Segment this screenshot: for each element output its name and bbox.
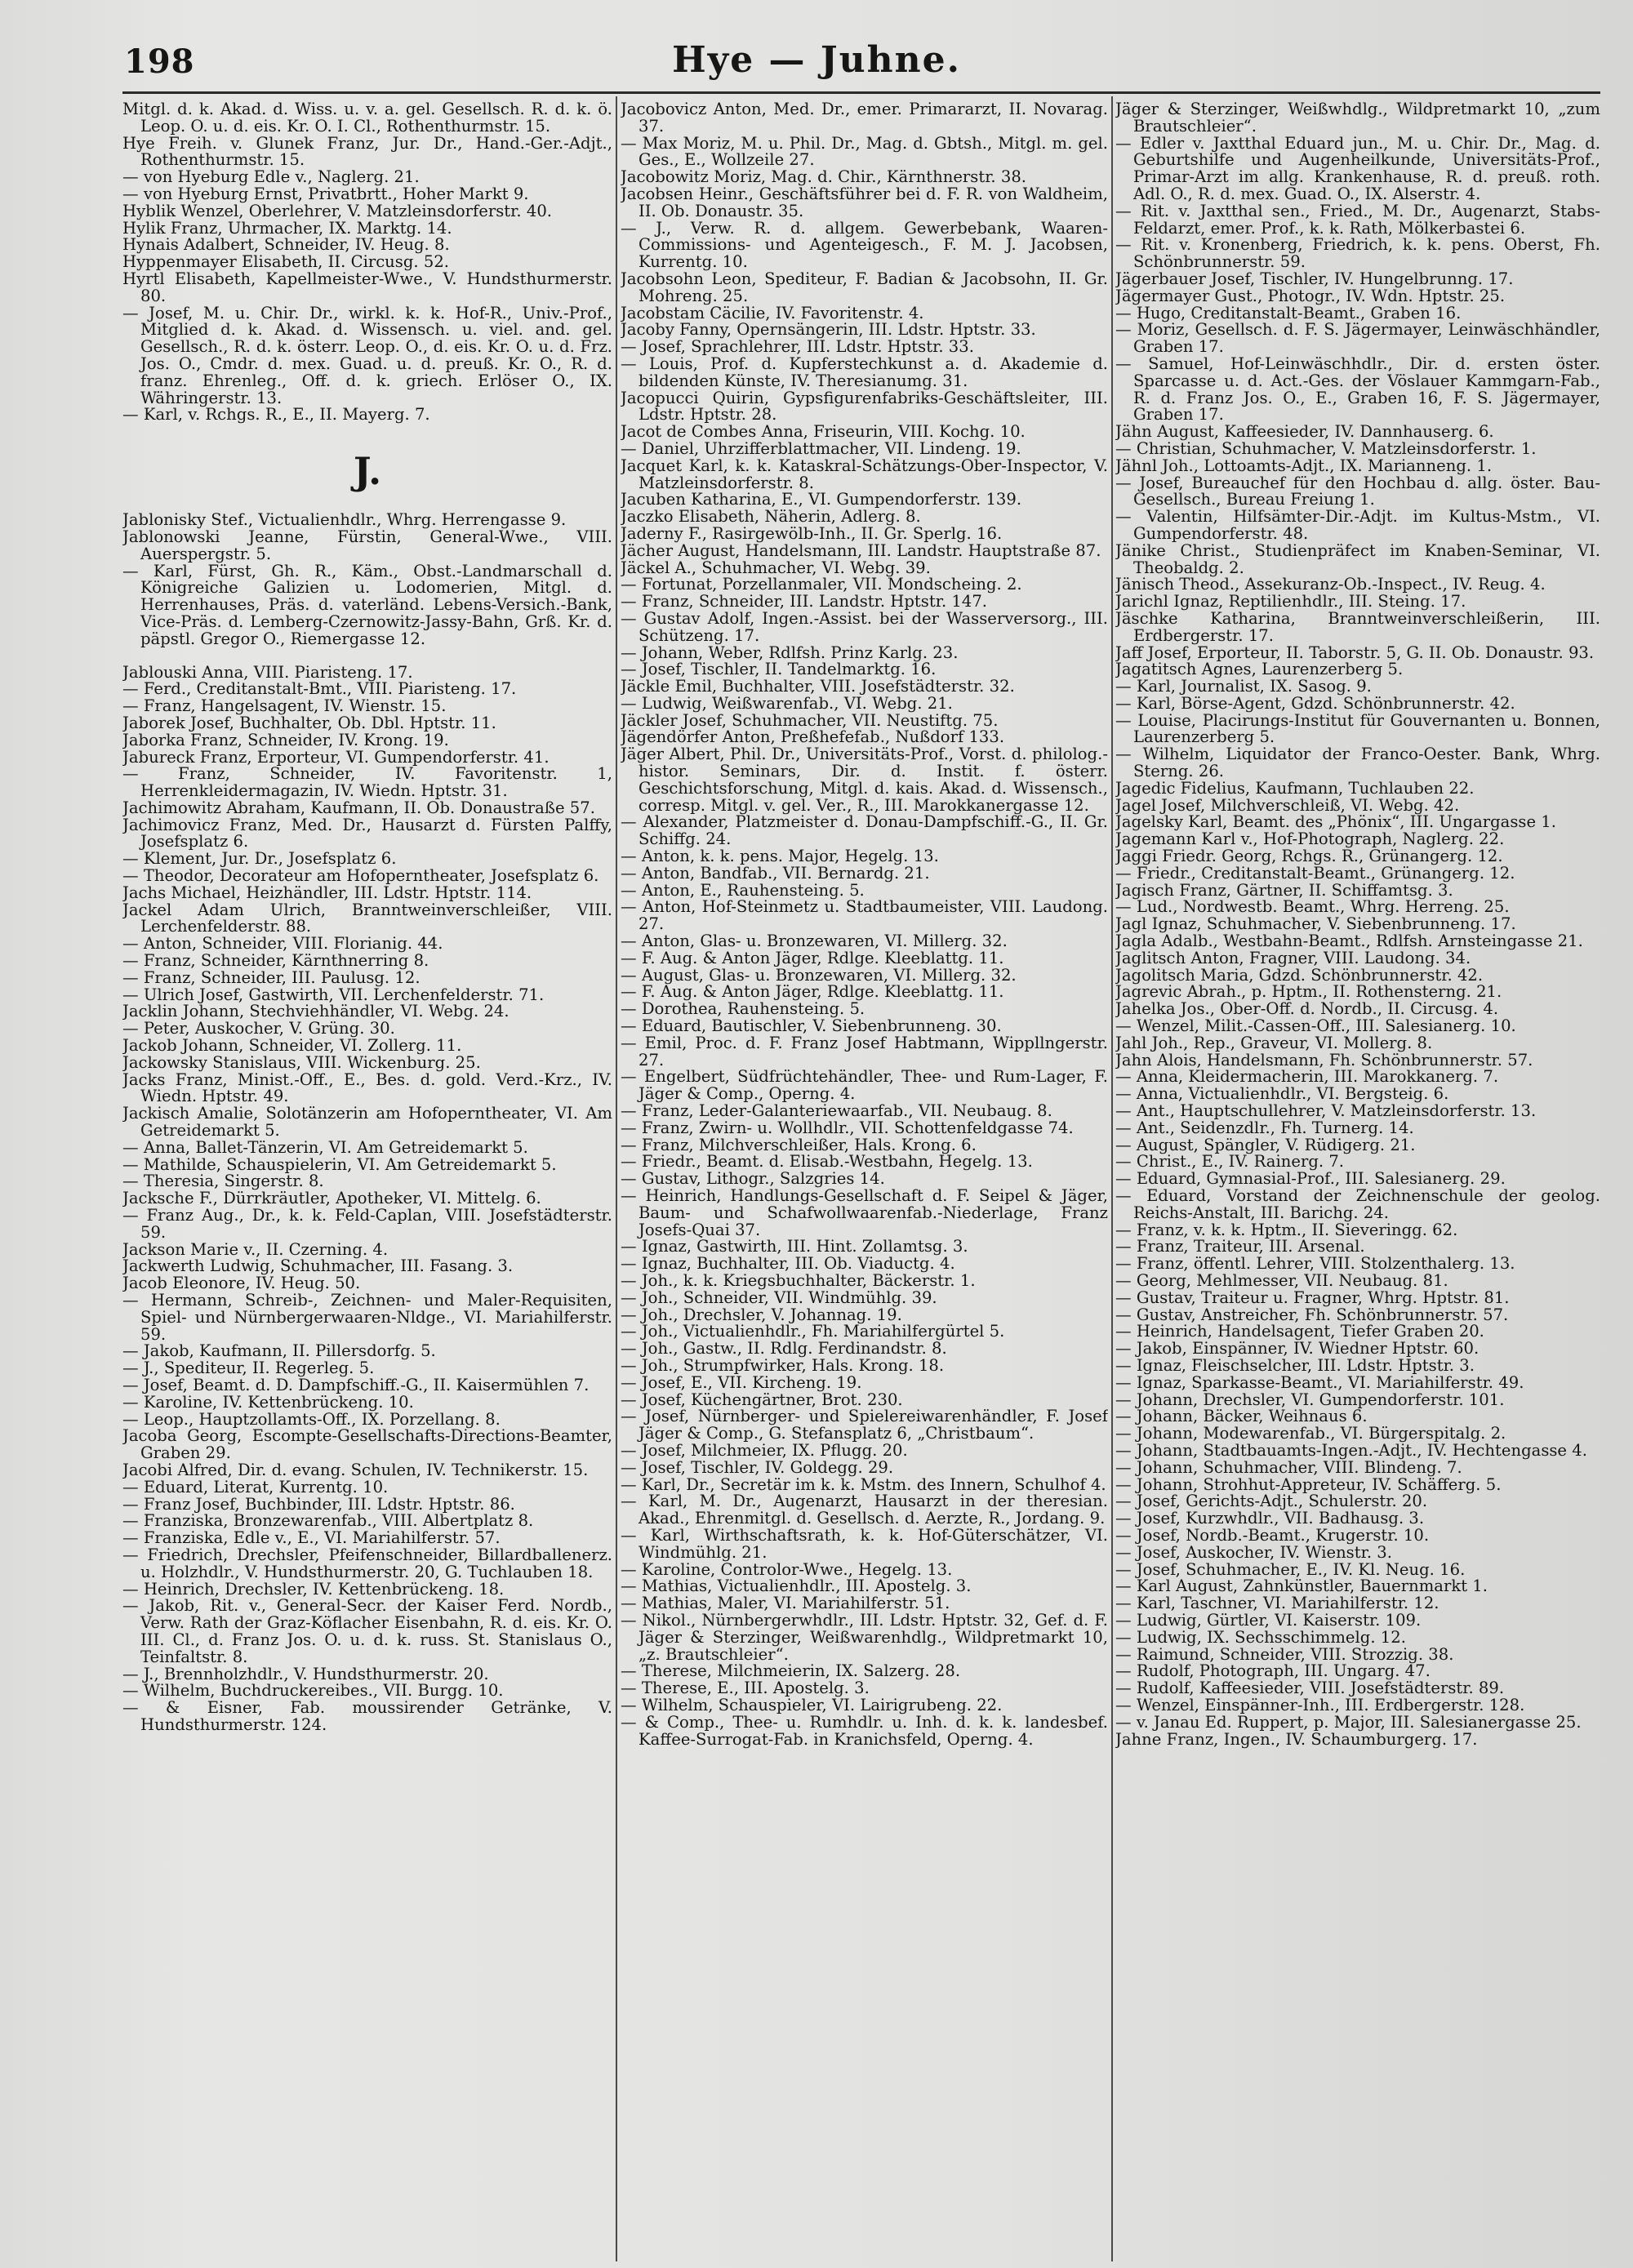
directory-entry: — Heinrich, Handelsagent, Tiefer Graben 20.: [1115, 1322, 1484, 1341]
directory-entry: — Josef, Beamt. d. D. Dampfschiff.-G., II. Kaisermühlen 7.: [122, 1375, 590, 1394]
directory-entry: — Wenzel, Einspänner-Inh., III. Erdbergerstr. 128.: [1115, 1695, 1525, 1714]
directory-entry: Jänisch Theod., Assekuranz-Ob.-Inspect., IV. Reug. 4.: [1115, 575, 1546, 594]
directory-entry: — Josef, M. u. Chir. Dr., wirkl. k. k. Hof-R., Univ.-Prof., Mitglied d. k. Akad. d. Wissensch. u. viel. and. gel. Gesellsch., R. d. k. österr. Leop. O., d. eis. Kr. O. u. d. Frz. Jos. O., Cmdr. d. mex. Guad. u. d. preuß. Kr. O., R. d. franz. Ehrenleg., Off. d. k. griech. Erlöser O., IX. Währingerstr. 13.: [122, 303, 612, 407]
directory-entry: — August, Spängler, V. Rüdigerg. 21.: [1115, 1135, 1416, 1154]
column-divider: [616, 96, 617, 2261]
directory-entry: Jacobovicz Anton, Med. Dr., emer. Primararzt, II. Novarag. 37.: [621, 101, 1108, 136]
directory-entry: — Franz, v. k. k. Hptm., II. Sieveringg. 62.: [1115, 1220, 1458, 1239]
directory-entry: Jahl Joh., Rep., Graveur, VI. Mollerg. 8.: [1115, 1033, 1433, 1052]
directory-entry: — Franz, Schneider, IV. Favoritenstr. 1, Herrenkleidermagazin, IV. Wiedn. Hptstr. 31.: [122, 764, 612, 801]
directory-entry: — Wilhelm, Liquidator der Franco-Oester. Bank, Whrg. Sterng. 26.: [1115, 745, 1600, 781]
directory-entry: — Johann, Modewarenfab., VI. Bürgerspitalg. 2.: [1115, 1424, 1506, 1443]
directory-entry: — Valentin, Hilfsämter-Dir.-Adjt. im Kultus-Mstm., VI. Gumpendorferstr. 48.: [1115, 507, 1600, 543]
directory-entry: — Dorothea, Rauhensteing. 5.: [621, 999, 865, 1019]
directory-entry: — Karl August, Zahnkünstler, Bauernmarkt 1.: [1115, 1576, 1488, 1596]
directory-entry: Jaborek Josef, Buchhalter, Ob. Dbl. Hptstr. 11.: [122, 713, 496, 732]
directory-entry: Jackowsky Stanislaus, VIII. Wickenburg. 25.: [122, 1052, 481, 1072]
directory-entry: Jarichl Ignaz, Reptilienhdlr., III. Steing. 17.: [1115, 592, 1466, 611]
directory-entry: — Gustav, Anstreicher, Fh. Schönbrunnerstr. 57.: [1115, 1305, 1509, 1324]
directory-entry: Jacks Franz, Minist.-Off., E., Bes. d. gold. Verd.-Krz., IV. Wiedn. Hptstr. 49.: [122, 1070, 612, 1106]
directory-entry: — Friedr., Beamt. d. Elisab.-Westbahn, Hegelg. 13.: [621, 1152, 1033, 1172]
directory-entry: — Peter, Auskocher, V. Grüng. 30.: [122, 1019, 395, 1038]
directory-entry: Jänike Christ., Studienpräfect im Knaben-Seminar, VI. Theobaldg. 2.: [1115, 540, 1600, 577]
directory-entry: Jachimovicz Franz, Med. Dr., Hausarzt d. Fürsten Palffy, Josefsplatz 6.: [122, 815, 612, 852]
directory-entry: Jachimowitz Abraham, Kaufmann, II. Ob. Donaustraße 57.: [122, 798, 595, 817]
directory-entry: Jägerbauer Josef, Tischler, IV. Hungelbrunng. 17.: [1115, 269, 1514, 288]
directory-entry: — Rit. v. Kronenberg, Friedrich, k. k. pens. Oberst, Fh. Schönbrunnerstr. 59.: [1115, 235, 1600, 272]
directory-entry: — Josef, Gerichts-Adjt., Schulerstr. 20.: [1115, 1492, 1428, 1511]
directory-entry: Jacobsohn Leon, Spediteur, F. Badian & Jacobsohn, II. Gr. Mohreng. 25.: [621, 269, 1108, 305]
directory-entry: — Gustav Adolf, Ingen.-Assist. bei der Wasserversorg., III. Schützeng. 17.: [621, 608, 1108, 645]
directory-entry: — Edler v. Jaxtthal Eduard jun., M. u. Chir. Dr., Mag. d. Geburtshilfe und Augenheilkunde, Universitäts-Prof., Primar-Arzt im allg. Krankenhause, R. d. preuß. roth. Adl. O., R. d. mex. Guad. O., IX. Alserstr. 4.: [1115, 133, 1600, 203]
directory-entry: — Karl, Fürst, Gh. R., Käm., Obst.-Landmarschall d. Königreiche Galizien u. Lodomerien, Mitgl. d. Herrenhauses, Präs. d. vaterländ. Lebens-Versich.-Bank, Vice-Präs. d. Lemberg-Czernowitz-Jassy-Bahn, Grß. Kr. d. päpstl. Gregor O., Riemergasse 12.: [122, 561, 612, 648]
directory-entry: — F. Aug. & Anton Jäger, Rdlge. Kleeblattg. 11.: [621, 948, 1004, 967]
directory-entry: — Ferd., Creditanstalt-Bmt., VIII. Piaristeng. 17.: [122, 679, 517, 699]
directory-entry: — Franz, Milchverschleißer, Hals. Krong. 6.: [621, 1135, 977, 1154]
directory-entry: — Franz, Hangelsagent, IV. Wienstr. 15.: [122, 696, 447, 716]
directory-entry: — Samuel, Hof-Leinwäschhdlr., Dir. d. ersten öster. Sparcasse u. d. Act.-Ges. der Vöslauer Kammgarn-Fab., R. d. Franz Jos. O., E., Graben 16, F. S. Jägermayer, Graben 17.: [1115, 354, 1600, 425]
directory-entry: Jaggi Friedr. Georg, Rchgs. R., Grünangerg. 12.: [1115, 847, 1503, 866]
directory-entry: — Ludwig, Gürtler, VI. Kaiserstr. 109.: [1115, 1610, 1422, 1630]
directory-entry: Jacquet Karl, k. k. Kataskral-Schätzungs-Ober-Inspector, V. Matzleinsdorferstr. 8.: [621, 456, 1108, 492]
directory-entry: — Johann, Strohhut-Appreteur, IV. Schäfferg. 5.: [1115, 1474, 1502, 1494]
directory-entry: Jacoba Georg, Escompte-Gesellschafts-Directions-Beamter, Graben 29.: [122, 1426, 612, 1463]
directory-entry: — Josef, E., VII. Kircheng. 19.: [621, 1372, 862, 1392]
directory-entry: — Joh., k. k. Kriegsbuchhalter, Bäckerstr. 1.: [621, 1270, 976, 1290]
directory-entry: — J., Verw. R. d. allgem. Gewerbebank, Waaren-Commissions- und Agenteigesch., F. M. J. Jacobsen, Kurrentg. 10.: [621, 218, 1108, 272]
directory-entry: — Georg, Mehlmesser, VII. Neubaug. 81.: [1115, 1270, 1448, 1290]
directory-entry: — Rit. v. Jaxtthal sen., Fried., M. Dr., Augenarzt, Stabs-Feldarzt, emer. Prof., k. k. Rath, Mölkerbastei 6.: [1115, 201, 1600, 238]
directory-entry: — Karl, M. Dr., Augenarzt, Hausarzt in der theresian. Akad., Ehrenmitgl. d. Gesellsch. d. Aerzte, R., Jordang. 9.: [621, 1492, 1108, 1528]
directory-entry: — Hermann, Schreib-, Zeichnen- und Maler-Requisiten, Spiel- und Nürnbergerwaaren-Nldge., VI. Mariahilferstr. 59.: [122, 1291, 612, 1344]
running-title: Hye — Juhne.: [672, 39, 961, 81]
directory-entry: — Franz, Leder-Galanteriewaarfab., VII. Neubaug. 8.: [621, 1101, 1052, 1121]
directory-entry: — Theresia, Singerstr. 8.: [122, 1172, 324, 1191]
directory-entry: Hyrtl Elisabeth, Kapellmeister-Wwe., V. Hundsthurmerstr. 80.: [122, 269, 612, 305]
directory-entry: — Franz, Zwirn- u. Wollhdlr., VII. Schottenfeldgasse 74.: [621, 1118, 1074, 1137]
directory-entry: — Heinrich, Drechsler, IV. Kettenbrückeng. 18.: [122, 1579, 505, 1599]
header-rule: [122, 91, 1600, 94]
directory-entry: — Heinrich, Handlungs-Gesellschaft d. F. Seipel & Jäger, Baum- und Schafwollwaarenfab.-Niederlage, Franz Josefs-Quai 37.: [621, 1186, 1108, 1239]
directory-entry: — Karl, Börse-Agent, Gdzd. Schönbrunnerstr. 42.: [1115, 693, 1515, 713]
directory-entry: — Franz, Schneider, III. Landstr. Hptstr. 147.: [621, 592, 988, 611]
directory-entry: — & Comp., Thee- u. Rumhdlr. u. Inh. d. k. k. landesbef. Kaffee-Surrogat-Fab. in Kranichsfeld, Operng. 4.: [621, 1712, 1108, 1749]
directory-entry: — Friedr., Creditanstalt-Beamt., Grünangerg. 12.: [1115, 863, 1515, 883]
directory-entry: — Anton, E., Rauhensteing. 5.: [621, 880, 865, 900]
directory-entry: Jäger Albert, Phil. Dr., Universitäts-Prof., Vorst. d. philolog.-histor. Seminars, Dir. d. Instit. f. österr. Geschichtsforschung, Mitgl. d. kais. Akad. d. Wissensch., corresp. Mitgl. v. gel. Ver., R., III. Marokkanergasse 12.: [621, 745, 1108, 815]
directory-entry: — Theodor, Decorateur am Hofoperntheater, Josefsplatz 6.: [122, 866, 599, 886]
directory-entry: Jagelsky Karl, Beamt. des „Phönix“, III. Ungargasse 1.: [1115, 812, 1556, 832]
directory-entry: — Josef, Tischler, II. Tandelmarktg. 16.: [621, 660, 937, 679]
directory-column-1: [122, 101, 612, 2257]
directory-entry: — Josef, Kurzwhdlr., VII. Badhausg. 3.: [1115, 1509, 1425, 1528]
directory-entry: — Johann, Weber, Rdlfsh. Prinz Karlg. 23.: [621, 643, 959, 662]
directory-entry: — Franz Josef, Buchbinder, III. Ldstr. Hptstr. 86.: [122, 1494, 515, 1514]
directory-entry: — Josef, Nürnberger- und Spielereiwarenhändler, F. Josef Jäger & Comp., G. Stefansplatz 6, „Christbaum“.: [621, 1407, 1108, 1443]
directory-entry: — Josef, Tischler, IV. Goldegg. 29.: [621, 1457, 894, 1477]
directory-entry: — Hugo, Creditanstalt-Beamt., Graben 16.: [1115, 303, 1462, 322]
directory-entry: Jägermayer Gust., Photogr., IV. Wdn. Hptstr. 25.: [1115, 286, 1506, 305]
directory-entry: — von Hyeburg Ernst, Privatbrtt., Hoher Markt 9.: [122, 184, 529, 203]
directory-entry: — von Hyeburg Edle v., Naglerg. 21.: [122, 167, 420, 187]
directory-entry: Jäckel A., Schuhmacher, VI. Webg. 39.: [621, 558, 931, 577]
directory-entry: Jackson Marie v., II. Czerning. 4.: [122, 1239, 389, 1259]
directory-entry: Jagemann Karl v., Hof-Photograph, Naglerg. 22.: [1115, 829, 1505, 849]
directory-entry: — Christian, Schuhmacher, V. Matzleinsdorferstr. 1.: [1115, 438, 1537, 458]
directory-entry: — Friedrich, Drechsler, Pfeifenschneider, Billardballenerz. u. Holzhdlr., V. Hundsthurmerstr. 20, G. Tuchlauben 18.: [122, 1545, 612, 1581]
directory-entry: — Rudolf, Kaffeesieder, VIII. Josefstädterstr. 89.: [1115, 1679, 1505, 1698]
directory-entry: Jägendörfer Anton, Preßhefefab., Nußdorf 133.: [621, 727, 1005, 747]
directory-entry: — Franz Aug., Dr., k. k. Feld-Caplan, VIII. Josefstädterstr. 59.: [122, 1206, 612, 1242]
directory-entry: — Joh., Victualienhdlr., Fh. Mariahilfergürtel 5.: [621, 1322, 1005, 1341]
directory-entry: — Rudolf, Photograph, III. Ungarg. 47.: [1115, 1661, 1431, 1681]
directory-entry: — Johann, Schuhmacher, VIII. Blindeng. 7.: [1115, 1457, 1462, 1477]
directory-entry: — Louise, Placirungs-Institut für Gouvernanten u. Bonnen, Laurenzerberg 5.: [1115, 710, 1600, 747]
directory-entry: — Ludwig, IX. Sechsschimmelg. 12.: [1115, 1627, 1406, 1647]
directory-entry: — Anton, Bandfab., VII. Bernardg. 21.: [621, 863, 930, 883]
directory-entry: — Wilhelm, Schauspieler, VI. Lairigrubeng. 22.: [621, 1695, 1003, 1714]
directory-entry: — Jakob, Rit. v., General-Secr. der Kaiser Ferd. Nordb., Verw. Rath der Graz-Köflacher Eisenbahn, R. d. eis. Kr. O. III. Cl., d. Franz Jos. O. u. d. k. russ. St. Stanislaus O., Teinfaltstr. 8.: [122, 1596, 612, 1666]
directory-entry: — Joh., Drechsler, V. Johannag. 19.: [621, 1305, 902, 1324]
directory-entry: — Wenzel, Milit.-Cassen-Off., III. Salesianerg. 10.: [1115, 1016, 1516, 1036]
directory-entry: — Johann, Bäcker, Weihnaus 6.: [1115, 1407, 1368, 1426]
directory-entry: Hyblik Wenzel, Oberlehrer, V. Matzleinsdorferstr. 40.: [122, 201, 553, 220]
directory-entry: — F. Aug. & Anton Jäger, Rdlge. Kleeblattg. 11.: [621, 982, 1004, 1002]
directory-entry: Jäschke Katharina, Branntweinverschleißerin, III. Erdbergerstr. 17.: [1115, 608, 1600, 645]
directory-entry: — Fortunat, Porzellanmaler, VII. Mondscheing. 2.: [621, 575, 1022, 594]
directory-entry: — Johann, Stadtbauamts-Ingen.-Adjt., IV. Hechtengasse 4.: [1115, 1440, 1587, 1460]
directory-entry: — J., Brennholzhdlr., V. Hundsthurmerstr. 20.: [122, 1664, 489, 1683]
directory-entry: — August, Glas- u. Bronzewaren, VI. Millerg. 32.: [621, 965, 1017, 985]
directory-entry: — Joh., Strumpfwirker, Hals. Krong. 18.: [621, 1355, 945, 1375]
directory-entry: — Ignaz, Sparkasse-Beamt., VI. Mariahilferstr. 49.: [1115, 1372, 1524, 1392]
directory-entry: Jagrevic Abrah., p. Hptm., II. Rothensterng. 21.: [1115, 982, 1502, 1002]
directory-entry: — Anna, Victualienhdlr., VI. Bergsteig. 6.: [1115, 1084, 1449, 1104]
directory-entry: — Raimund, Schneider, VIII. Strozzig. 38.: [1115, 1644, 1454, 1664]
directory-entry: — Mathias, Victualienhdlr., III. Apostelg. 3.: [621, 1576, 972, 1596]
directory-entry: Jacot de Combes Anna, Friseurin, VIII. Kochg. 10.: [621, 422, 1026, 442]
directory-entry: Jaderny F., Rasirgewölb-Inh., II. Gr. Sperlg. 16.: [621, 523, 1003, 543]
directory-entry: Jagedic Fidelius, Kaufmann, Tuchlauben 22.: [1115, 778, 1475, 798]
directory-entry: — Klement, Jur. Dr., Josefsplatz 6.: [122, 849, 397, 869]
directory-entry: Jagatitsch Agnes, Laurenzerberg 5.: [1115, 660, 1404, 679]
directory-entry: — Ignaz, Gastwirth, III. Hint. Zollamtsg. 3.: [621, 1237, 968, 1256]
directory-entry: — Karl, v. Rchgs. R., E., II. Mayerg. 7.: [122, 405, 430, 425]
directory-entry: — Gustav, Traiteur u. Fragner, Whrg. Hptstr. 81.: [1115, 1287, 1510, 1307]
directory-entry: — Josef, Bureauchef für den Hochbau d. allg. öster. Bau-Gesellsch., Bureau Freiung 1.: [1115, 473, 1600, 509]
directory-entry: — Franz, Schneider, III. Paulusg. 12.: [122, 967, 420, 987]
directory-entry: — Max Moriz, M. u. Phil. Dr., Mag. d. Gbtsh., Mitgl. m. gel. Ges., E., Wollzeile 27.: [621, 133, 1108, 170]
directory-entry: Jacobi Alfred, Dir. d. evang. Schulen, IV. Technikerstr. 15.: [122, 1460, 589, 1479]
directory-entry: Jagisch Franz, Gärtner, II. Schiffamtsg. 3.: [1115, 880, 1453, 900]
directory-entry: — Engelbert, Südfrüchtehändler, Thee- und Rum-Lager, F. Jäger & Comp., Operng. 4.: [621, 1067, 1108, 1104]
directory-entry: — Alexander, Platzmeister d. Donau-Dampfschiff.-G., II. Gr. Schiffg. 24.: [621, 812, 1108, 849]
directory-entry: Jäckler Josef, Schuhmacher, VII. Neustiftg. 75.: [621, 710, 999, 730]
directory-entry: Mitgl. d. k. Akad. d. Wiss. u. v. a. gel. Gesellsch. R. d. k. ö. Leop. O. u. d. eis. Kr. O. I. Cl., Rothenthurmstr. 15.: [122, 101, 612, 136]
directory-entry: Jaglitsch Anton, Fragner, VIII. Laudong. 34.: [1115, 948, 1471, 967]
directory-entry: — Louis, Prof. d. Kupferstechkunst a. d. Akademie d. bildenden Künste, IV. Theresianumg. 31.: [621, 354, 1108, 390]
directory-entry: Jacobsen Heinr., Geschäftsführer bei d. F. R. von Waldheim, II. Ob. Donaustr. 35.: [621, 184, 1108, 220]
directory-entry: Hyppenmayer Elisabeth, II. Circusg. 52.: [122, 252, 450, 272]
directory-entry: Jacksche F., Dürrkräutler, Apotheker, VI. Mittelg. 6.: [122, 1189, 541, 1208]
directory-entry: — Anna, Kleidermacherin, III. Marokkanerg. 7.: [1115, 1067, 1499, 1087]
directory-entry: Hylik Franz, Uhrmacher, IX. Marktg. 14.: [122, 218, 452, 238]
directory-entry: — Ant., Hauptschullehrer, V. Matzleinsdorferstr. 13.: [1115, 1101, 1537, 1121]
directory-entry: — Karoline, IV. Kettenbrückeng. 10.: [122, 1392, 414, 1412]
entry-spacer: [122, 648, 612, 665]
directory-entry: — Christ., E., IV. Rainerg. 7.: [1115, 1152, 1345, 1172]
directory-entry: Jablouski Anna, VIII. Piaristeng. 17.: [122, 662, 413, 682]
directory-entry: — Josef, Schuhmacher, E., IV. Kl. Neug. 16.: [1115, 1559, 1466, 1579]
directory-entry: Jachs Michael, Heizhändler, III. Ldstr. Hptstr. 114.: [122, 883, 532, 902]
column-divider: [1111, 96, 1113, 2261]
directory-entry: Jäckle Emil, Buchhalter, VIII. Josefstädterstr. 32.: [621, 677, 1015, 696]
directory-entry: — Ant., Seidenzdlr., Fh. Turnerg. 14.: [1115, 1118, 1414, 1137]
directory-entry: — Daniel, Uhrzifferblattmacher, VII. Lindeng. 19.: [621, 438, 1021, 458]
directory-entry: Jahne Franz, Ingen., IV. Schaumburgerg. 17.: [1115, 1729, 1478, 1749]
directory-entry: — Therese, Milchmeierin, IX. Salzerg. 28.: [621, 1661, 961, 1681]
directory-entry: — Josef, Küchengärtner, Brot. 230.: [621, 1390, 903, 1409]
directory-column-3: [1115, 101, 1600, 2257]
directory-entry: Jackel Adam Ulrich, Branntweinverschleißer, VIII. Lerchenfelderstr. 88.: [122, 900, 612, 936]
directory-entry: — Gustav, Lithogr., Salzgries 14.: [621, 1169, 885, 1189]
directory-entry: Jahn Alois, Handelsmann, Fh. Schönbrunnerstr. 57.: [1115, 1050, 1533, 1070]
directory-entry: — Ignaz, Buchhalter, III. Ob. Viaductg. 4.: [621, 1254, 955, 1274]
directory-entry: — Mathilde, Schauspielerin, VI. Am Getreidemarkt 5.: [122, 1154, 557, 1174]
directory-entry: — Eduard, Bautischler, V. Siebenbrunneng. 30.: [621, 1016, 1002, 1036]
directory-entry: — Moriz, Gesellsch. d. F. S. Jägermayer, Leinwäschhändler, Graben 17.: [1115, 320, 1600, 357]
directory-entry: — Ignaz, Fleischselcher, III. Ldstr. Hptstr. 3.: [1115, 1355, 1475, 1375]
directory-entry: Jähn August, Kaffeesieder, IV. Dannhauserg. 6.: [1115, 422, 1494, 442]
directory-entry: Jagel Josef, Milchverschleiß, VI. Webg. 42.: [1115, 795, 1460, 815]
directory-entry: — Anton, k. k. pens. Major, Hegelg. 13.: [621, 847, 939, 866]
directory-entry: — Ludwig, Weißwarenfab., VI. Webg. 21.: [621, 693, 953, 713]
directory-entry: — Josef, Auskocher, IV. Wienstr. 3.: [1115, 1542, 1392, 1562]
directory-entry: — Franziska, Edle v., E., VI. Mariahilferstr. 57.: [122, 1528, 501, 1548]
directory-entry: — & Eisner, Fab. moussirender Getränke, V. Hundsthurmerstr. 124.: [122, 1698, 612, 1734]
directory-entry: — Franz, öffentl. Lehrer, VIII. Stolzenthalerg. 13.: [1115, 1254, 1515, 1274]
directory-entry: Jaff Josef, Erporteur, II. Taborstr. 5, G. II. Ob. Donaustr. 93.: [1115, 643, 1595, 662]
directory-entry: Jacuben Katharina, E., VI. Gumpendorferstr. 139.: [621, 490, 1022, 509]
directory-entry: — Franziska, Bronzewarenfab., VIII. Albertplatz 8.: [122, 1511, 534, 1531]
directory-entry: — Franz, Schneider, Kärnthnerring 8.: [122, 951, 429, 971]
directory-entry: — Karl, Dr., Secretär im k. k. Mstm. des Innern, Schulhof 4.: [621, 1474, 1106, 1494]
directory-entry: Jaczko Elisabeth, Näherin, Adlerg. 8.: [621, 507, 921, 527]
directory-entry: Jäger & Sterzinger, Weißwhdlg., Wildpretmarkt 10, „zum Brautschleier“.: [1115, 101, 1600, 136]
directory-entry: — Nikol., Nürnbergerwhdlr., III. Ldstr. Hptstr. 32, Gef. d. F. Jäger & Sterzinger, Weißwarenhdlg., Wildpretmarkt 10, „z. Brautschleier“.: [621, 1610, 1108, 1664]
directory-entry: — Anton, Hof-Steinmetz u. Stadtbaumeister, VIII. Laudong. 27.: [621, 897, 1108, 934]
directory-entry: — Emil, Proc. d. F. Franz Josef Habtmann, Wippllngerstr. 27.: [621, 1033, 1108, 1070]
directory-entry: — Josef, Nordb.-Beamt., Krugerstr. 10.: [1115, 1525, 1430, 1545]
directory-entry: Jagolitsch Maria, Gdzd. Schönbrunnerstr. 42.: [1115, 965, 1484, 985]
directory-entry: Jacob Eleonore, IV. Heug. 50.: [122, 1274, 361, 1293]
directory-entry: — Franz, Traiteur, III. Arsenal.: [1115, 1237, 1365, 1256]
directory-entry: — Leop., Hauptzollamts-Off., IX. Porzellang. 8.: [122, 1409, 501, 1429]
directory-entry: — Joh., Schneider, VII. Windmühlg. 39.: [621, 1287, 937, 1307]
directory-entry: — Joh., Gastw., II. Rdlg. Ferdinandstr. 8.: [621, 1339, 947, 1359]
directory-entry: — Therese, E., III. Apostelg. 3.: [621, 1679, 870, 1698]
directory-entry: — Jakob, Kaufmann, II. Pillersdorfg. 5.: [122, 1341, 436, 1361]
directory-entry: Jacobstam Cäcilie, IV. Favoritenstr. 4.: [621, 303, 924, 322]
directory-entry: — v. Janau Ed. Ruppert, p. Major, III. Salesianergasse 25.: [1115, 1712, 1582, 1732]
directory-entry: Jacoby Fanny, Opernsängerin, III. Ldstr. Hptstr. 33.: [621, 320, 1036, 340]
directory-entry: Jaborka Franz, Schneider, IV. Krong. 19.: [122, 730, 449, 749]
directory-entry: — Josef, Sprachlehrer, III. Ldstr. Hptstr. 33.: [621, 337, 974, 357]
directory-entry: Jacopucci Quirin, Gypsfigurenfabriks-Geschäftsleiter, III. Ldstr. Hptstr. 28.: [621, 388, 1108, 425]
directory-entry: Jahelka Jos., Ober-Off. d. Nordb., II. Circusg. 4.: [1115, 999, 1499, 1019]
directory-entry: — Mathias, Maler, VI. Mariahilferstr. 51.: [621, 1594, 950, 1613]
directory-entry: — Eduard, Literat, Kurrentg. 10.: [122, 1477, 389, 1496]
directory-entry: Jächer August, Handelsmann, III. Landstr. Hauptstraße 87.: [621, 540, 1101, 560]
directory-entry: — Karl, Wirthschaftsrath, k. k. Hof-Güterschätzer, VI. Windmühlg. 21.: [621, 1525, 1108, 1562]
directory-entry: — Josef, Milchmeier, IX. Pflugg. 20.: [621, 1440, 908, 1460]
directory-entry: Jagla Adalb., Westbahn-Beamt., Rdlfsh. Arnsteingasse 21.: [1115, 932, 1583, 951]
directory-entry: — Anton, Schneider, VIII. Florianig. 44.: [122, 934, 443, 954]
page-number: 198: [124, 42, 195, 81]
directory-entry: — Eduard, Gymnasial-Prof., III. Salesianerg. 29.: [1115, 1169, 1506, 1189]
directory-entry: Hye Freih. v. Glunek Franz, Jur. Dr., Hand.-Ger.-Adjt., Rothenthurmstr. 15.: [122, 133, 612, 170]
directory-entry: — Anton, Glas- u. Bronzewaren, VI. Millerg. 32.: [621, 932, 1008, 951]
directory-entry: Hynais Adalbert, Schneider, IV. Heug. 8.: [122, 235, 450, 255]
directory-entry: — J., Spediteur, II. Regerleg. 5.: [122, 1359, 375, 1378]
directory-entry: — Ulrich Josef, Gastwirth, VII. Lerchenfelderstr. 71.: [122, 985, 545, 1004]
directory-entry: — Eduard, Vorstand der Zeichnenschule der geolog. Reichs-Anstalt, III. Barichg. 24.: [1115, 1186, 1600, 1222]
directory-entry: — Lud., Nordwestb. Beamt., Whrg. Herreng. 25.: [1115, 897, 1510, 917]
directory-entry: Jabureck Franz, Erporteur, VI. Gumpendorferstr. 41.: [122, 747, 550, 767]
directory-entry: Jackwerth Ludwig, Schuhmacher, III. Fasang. 3.: [122, 1256, 514, 1276]
directory-entry: — Wilhelm, Buchdruckereibes., VII. Burgg. 10.: [122, 1681, 504, 1701]
directory-entry: Jähnl Joh., Lottoamts-Adjt., IX. Marianneng. 1.: [1115, 456, 1493, 475]
directory-entry: — Karoline, Controlor-Wwe., Hegelg. 13.: [621, 1559, 953, 1579]
directory-column-2: [621, 101, 1108, 2257]
directory-entry: — Anna, Ballet-Tänzerin, VI. Am Getreidemarkt 5.: [122, 1137, 528, 1157]
directory-entry: Jacobowitz Moriz, Mag. d. Chir., Kärnthnerstr. 38.: [621, 167, 1027, 187]
directory-entry: — Jakob, Einspänner, IV. Wiedner Hptstr. 60.: [1115, 1339, 1479, 1359]
directory-entry: Jacklin Johann, Stechviehhändler, VI. Webg. 24.: [122, 1002, 509, 1021]
directory-entry: Jackob Johann, Schneider, VI. Zollerg. 11.: [122, 1036, 462, 1056]
directory-entry: Jablonowski Jeanne, Fürstin, General-Wwe., VIII. Auerspergstr. 5.: [122, 527, 612, 563]
directory-entry: Jablonisky Stef., Victualienhdlr., Whrg. Herrengasse 9.: [122, 510, 567, 530]
directory-entry: Jagl Ignaz, Schuhmacher, V. Siebenbrunneng. 17.: [1115, 914, 1516, 934]
directory-entry: — Johann, Drechsler, VI. Gumpendorferstr. 101.: [1115, 1390, 1505, 1409]
section-letter: J.: [353, 449, 382, 494]
directory-entry: — Karl, Journalist, IX. Sasog. 9.: [1115, 677, 1372, 696]
directory-entry: Jackisch Amalie, Solotänzerin am Hofoperntheater, VI. Am Getreidemarkt 5.: [122, 1104, 612, 1141]
directory-entry: — Karl, Taschner, VI. Mariahilferstr. 12.: [1115, 1594, 1439, 1613]
